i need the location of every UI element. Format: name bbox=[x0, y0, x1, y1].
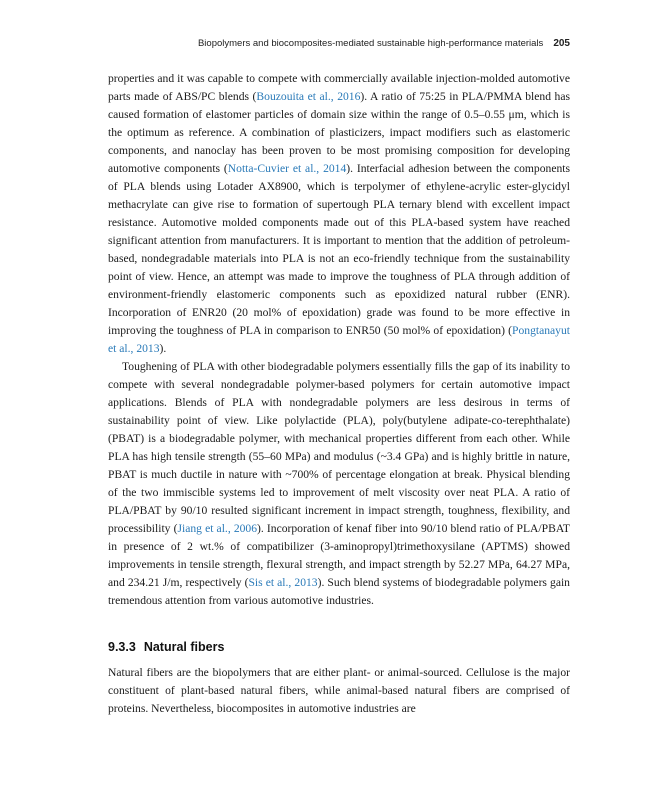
citation-link[interactable]: Pongtanayut et al., 2013 bbox=[108, 324, 570, 355]
paragraph-3 bbox=[108, 664, 570, 718]
running-header bbox=[108, 38, 570, 49]
page-number: 205 bbox=[553, 38, 570, 49]
body-text bbox=[108, 70, 570, 718]
text-run: ). Interfacial adhesion between the components of PLA blends using Lotader AX8900, which is terpolymer of ethylene-acrylic ester-glycidyl methacrylate can give rise to formation of supertough PLA ternary blend with excellent impact resistance. Automotive molded components made out of this PLA-based system have reached significant attention from manufacturers. It is important to mention that the addition of petroleum-based, nondegradable materials into PLA is not an eco-friendly technique from the sustainability point of view. Hence, an attempt was made to improve the toughness of PLA through addition of environment-friendly elastomeric components such as epoxidized natural rubber (ENR). Incorporation of ENR20 (20 mol% of epoxidation) grade was found to be more effective in improving the toughness of PLA in comparison to ENR50 (50 mol% of epoxidation) ( bbox=[108, 162, 570, 337]
citation-link[interactable]: Sis et al., 2013 bbox=[248, 576, 318, 589]
citation-link[interactable]: Notta-Cuvier et al., 2014 bbox=[227, 162, 347, 175]
text-run: Natural fibers are the biopolymers that are either plant- or animal-sourced. Cellulose is the major constituent of plant-based natural fibers, while animal-based natural fibers are comprised of proteins. Nevertheless, biocomposites in automotive industries are bbox=[108, 666, 570, 715]
citation-link[interactable]: Bouzouita et al., 2016 bbox=[256, 90, 361, 103]
text-run: ). A ratio of 75:25 in PLA/PMMA blend has caused formation of elastomer particles of domain size within the range of 0.5–0.55 μm, which is the optimum as reference. A combination of plasticizers, impact modifiers such as elastomeric components, and nanoclay has been proven to be most promising composition for developing automotive components ( bbox=[108, 90, 570, 175]
text-run: ). Such blend systems of biodegradable polymers gain tremendous attention from various automotive industries. bbox=[108, 576, 570, 607]
text-run: ). bbox=[159, 342, 167, 355]
text-run: ). Incorporation of kenaf fiber into 90/10 blend ratio of PLA/PBAT in presence of 2 wt.% of compatibilizer (3-aminopropyl)trimethoxysilane (APTMS) showed improvements in tensile strength, flexural strength, and impact strength by 52.27 MPa, 64.27 MPa, and 234.21 J/m, respectively ( bbox=[108, 522, 570, 589]
section-heading bbox=[108, 638, 570, 656]
paragraph-2 bbox=[108, 358, 570, 610]
citation-link[interactable]: Jiang et al., 2006 bbox=[177, 522, 258, 535]
text-run: properties and it was capable to compete with commercially available injection-molded automotive parts made of ABS/PC blends ( bbox=[108, 72, 570, 103]
running-title: Biopolymers and biocomposites-mediated sustainable high-performance materials bbox=[197, 38, 544, 49]
section-number: 9.3.3 bbox=[108, 640, 136, 654]
text-run: Toughening of PLA with other biodegradable polymers essentially fills the gap of its inability to compete with several nondegradable polymer-based polymers for certain automotive impact applications. Blends of PLA with nondegradable polymers are less desirous in terms of sustainability point of view. Like polylactide (PLA), poly(butylene adipate-co-terephthalate) (PBAT) is a biodegradable polymer, with mechanical properties different from each other. While PLA has high tensile strength (55–60 MPa) and modulus (~3.4 GPa) and is highly brittle in nature, PBAT is much ductile in nature with ~700% of percentage elongation at break. Physical blending of the two immiscible systems led to improvement of melt viscosity over neat PLA. A ratio of PLA/PBAT by 90/10 resulted significant increment in impact strength, toughness, flexibility, and processibility ( bbox=[108, 360, 570, 535]
paragraph-1 bbox=[108, 70, 570, 358]
section-title: Natural fibers bbox=[143, 640, 225, 654]
